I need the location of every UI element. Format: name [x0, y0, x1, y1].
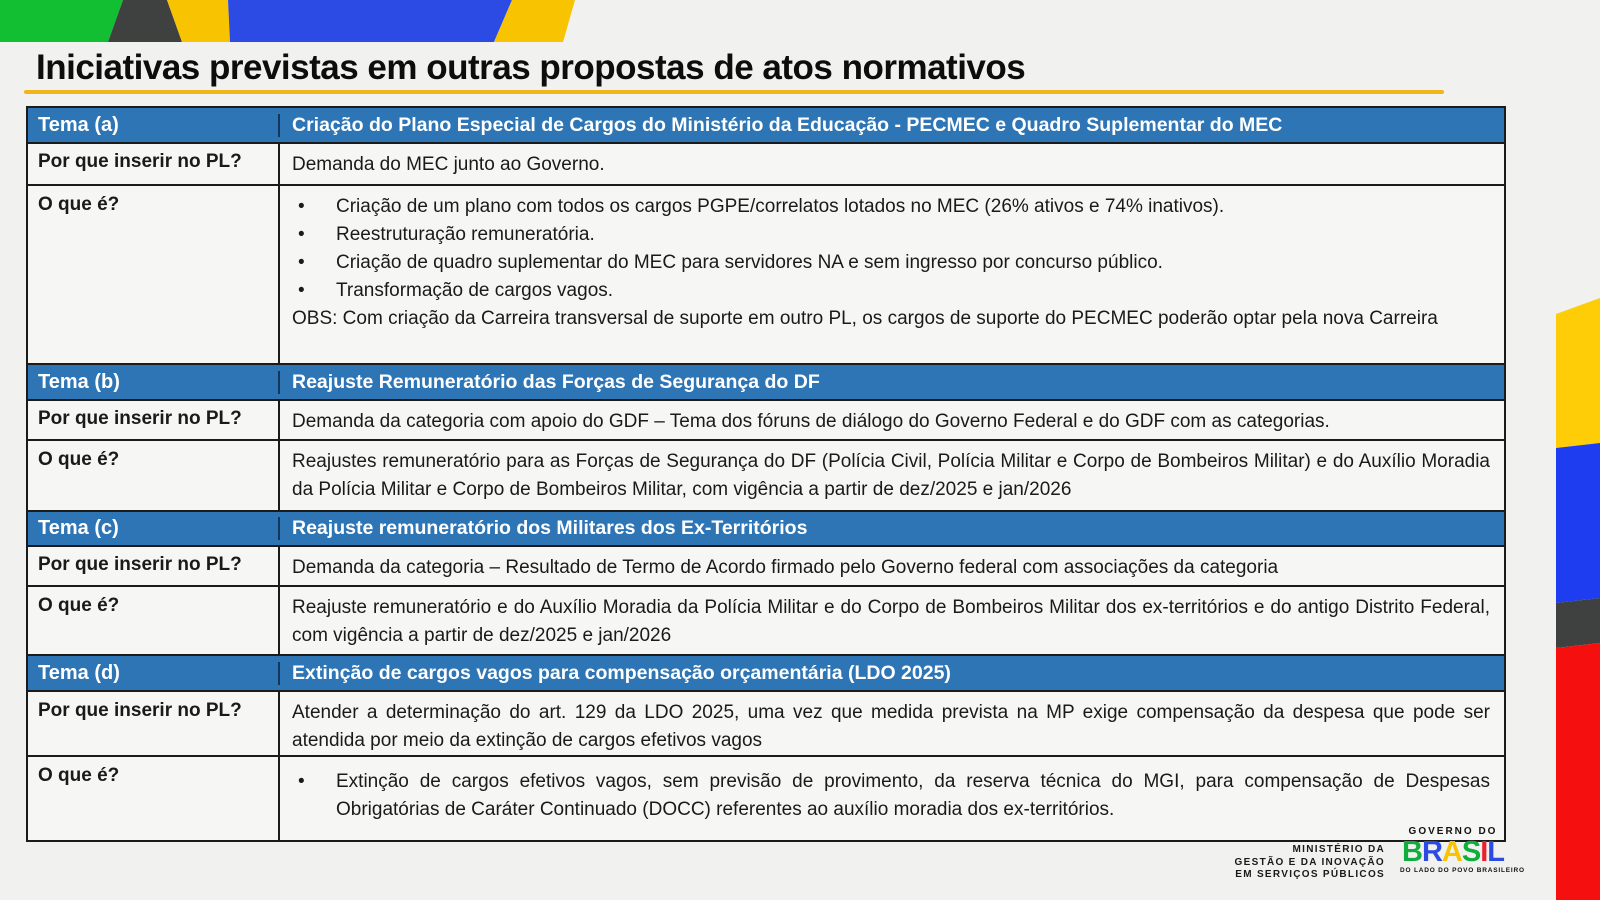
list-item: • Extinção de cargos efetivos vagos, sem previsão de provimento, da reserva técnica do MGI, para compensação de Despesas Obrigatórias de Caráter Continuado (DOCC) referentes ao auxílio moradia dos ex-territórios. [292, 768, 1490, 824]
bullet-icon: • [298, 252, 305, 273]
what-label: O que é? [28, 441, 280, 510]
ministry-line: EM SERVIÇOS PÚBLICOS [1235, 869, 1385, 880]
brasil-letter: L [1487, 836, 1504, 868]
ministry-wordmark [1085, 844, 1385, 882]
right-brand-strip [1556, 290, 1600, 900]
why-b-text: Demanda da categoria com apoio do GDF – Tema dos fóruns de diálogo do Governo Federal e do GDF com as categorias. [292, 411, 1330, 432]
why-label: Por que inserir no PL? [28, 547, 280, 585]
why-label: Por que inserir no PL? [28, 692, 280, 755]
table-row-why-d [28, 692, 1504, 757]
top-brand-bar [0, 0, 620, 42]
list-item: • Criação de quadro suplementar do MEC para servidores NA e sem ingresso por concurso público. [292, 249, 1490, 277]
brasil-logo-text [1400, 837, 1506, 867]
ministry-line: MINISTÉRIO DA [1292, 844, 1385, 855]
page-title: Iniciativas previstas em outras propostas de atos normativos [36, 48, 1026, 87]
table-row-tema-a [28, 108, 1504, 144]
what-label: O que é? [28, 186, 280, 363]
bullet-icon: • [298, 771, 305, 792]
table-row-why-b [28, 401, 1504, 441]
what-a-content [280, 186, 1504, 363]
governo-do-text: GOVERNO DO [1408, 826, 1498, 837]
bullet-icon: • [298, 280, 305, 301]
tema-b-title: Reajuste Remuneratório das Forças de Segurança do DF [292, 370, 820, 393]
why-a-text: Demanda do MEC junto ao Governo. [292, 154, 605, 175]
brasil-letter: I [1480, 836, 1488, 868]
tema-c-label: Tema (c) [28, 517, 280, 540]
what-c-text: Reajuste remuneratório e do Auxílio Moradia da Polícia Militar e do Corpo de Bombeiros Militar dos ex-territórios e do antigo Distrito Federal, com vigência a partir de dez/2025 e jan/2026 [292, 597, 1490, 646]
initiatives-table [26, 106, 1506, 842]
tema-c-title: Reajuste remuneratório dos Militares dos Ex-Territórios [292, 517, 808, 539]
table-row-what-c [28, 587, 1504, 656]
table-row-why-c [28, 547, 1504, 587]
why-c-text: Demanda da categoria – Resultado de Termo de Acordo firmado pelo Governo federal com associações da categoria [292, 557, 1279, 578]
list-item: • Criação de um plano com todos os cargos PGPE/correlatos lotados no MEC (26% ativos e 74% inativos). [292, 193, 1490, 221]
what-label: O que é? [28, 587, 280, 654]
what-b-text: Reajustes remuneratório para as Forças de Segurança do DF (Polícia Civil, Polícia Militar e Corpo de Bombeiros Militar) e do Auxílio Moradia da Polícia Militar e Corpo de Bombeiros Militar, com vigência a partir de dez/2025 e jan/2026 [292, 451, 1490, 500]
governo-brasil-logo [1400, 826, 1525, 874]
tema-d-title: Extinção de cargos vagos para compensação orçamentária (LDO 2025) [292, 661, 951, 684]
tema-a-label: Tema (a) [28, 114, 280, 137]
why-label: Por que inserir no PL? [28, 144, 280, 184]
what-label: O que é? [28, 757, 280, 840]
what-d-content [280, 757, 1504, 840]
tema-b-label: Tema (b) [28, 371, 280, 394]
brasil-letter: B [1402, 836, 1422, 868]
brasil-letter: R [1421, 836, 1442, 868]
table-row-tema-d [28, 656, 1504, 692]
tema-a-title: Criação do Plano Especial de Cargos do Ministério da Educação - PECMEC e Quadro Suplementar do MEC [292, 113, 1283, 136]
ministry-line: GESTÃO E DA INOVAÇÃO [1234, 856, 1385, 868]
table-row-tema-c [28, 512, 1504, 547]
list-item: • Reestruturação remuneratória. [292, 221, 1490, 249]
table-row-why-a [28, 144, 1504, 186]
bullet-icon: • [298, 196, 305, 217]
brasil-letter: A [1441, 836, 1462, 868]
tema-d-label: Tema (d) [28, 662, 280, 685]
bullet-icon: • [298, 224, 305, 245]
table-row-tema-b [28, 365, 1504, 401]
brasil-letter: S [1461, 836, 1481, 868]
obs-note: OBS: Com criação da Carreira transversal de suporte em outro PL, os cargos de suporte do PECMEC poderão optar pela nova Carreira [292, 308, 1438, 329]
table-row-what-a [28, 186, 1504, 365]
table-row-what-b [28, 441, 1504, 512]
table-row-what-d [28, 757, 1504, 840]
why-d-text: Atender a determinação do art. 129 da LDO 2025, uma vez que medida prevista na MP exige compensação da despesa que pode ser atendida por meio da extinção de cargos efetivos vagos [292, 702, 1490, 751]
brasil-tagline: DO LADO DO POVO BRASILEIRO [1400, 867, 1525, 874]
why-label: Por que inserir no PL? [28, 401, 280, 439]
title-underline [24, 90, 1444, 94]
list-item: • Transformação de cargos vagos. [292, 277, 1490, 305]
